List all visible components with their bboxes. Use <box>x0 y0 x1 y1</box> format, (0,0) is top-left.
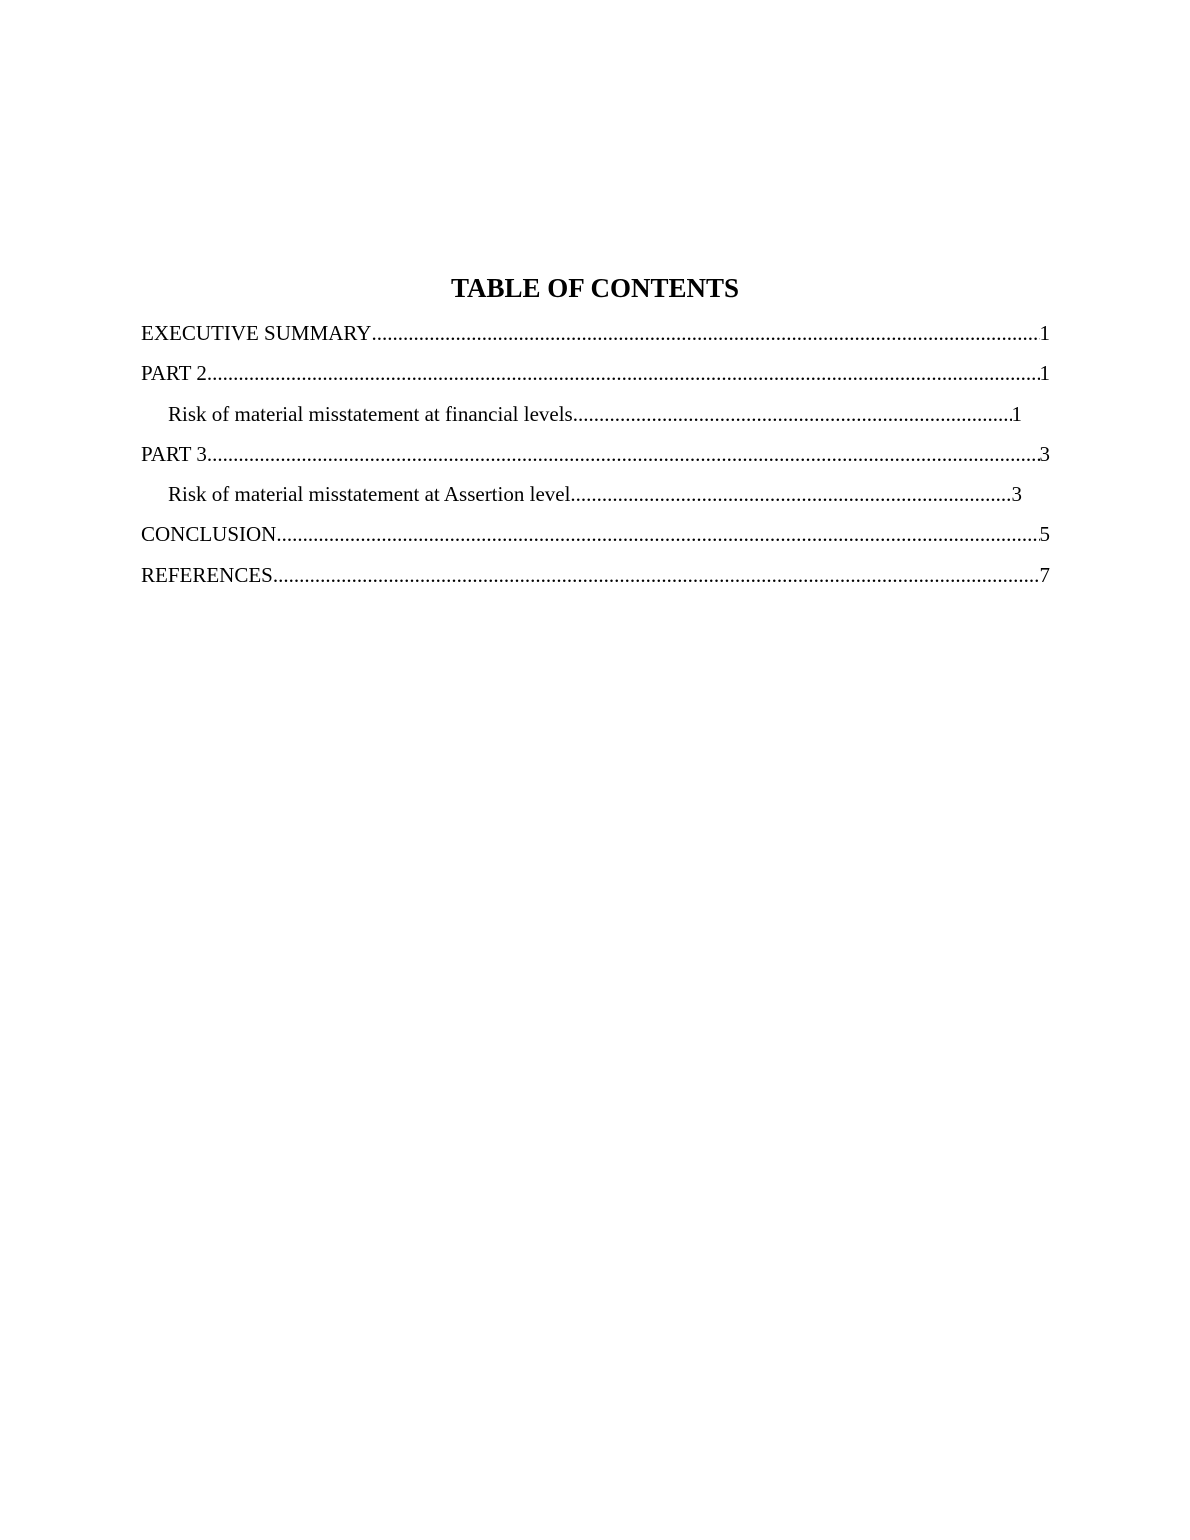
toc-entry-page: 3 <box>1039 441 1050 466</box>
toc-dot-leader <box>207 439 1040 469</box>
toc-entry-risk-financial-levels[interactable] <box>168 399 1022 439</box>
toc-entry-page: 7 <box>1039 562 1050 587</box>
toc-entry-page: 1 <box>1039 321 1050 345</box>
toc-dot-leader <box>573 399 1012 429</box>
toc-entry-label: Risk of material misstatement at Assertion level <box>168 482 571 507</box>
toc-dot-leader <box>570 479 1011 509</box>
toc-entry-part-3[interactable] <box>141 439 1050 479</box>
toc-entry-page: 3 <box>1011 482 1022 507</box>
toc-entry-label: PART 3 <box>141 441 207 466</box>
toc-entry-page: 1 <box>1039 361 1050 386</box>
toc-entry-risk-assertion-level[interactable] <box>168 479 1022 519</box>
toc-entry-conclusion[interactable] <box>141 519 1050 559</box>
toc-entry-label: EXECUTIVE SUMMARY <box>141 321 372 345</box>
toc-entry-label: PART 2 <box>141 361 207 386</box>
toc-entry-page: 1 <box>1011 401 1022 426</box>
toc-entry-label: CONCLUSION <box>141 522 277 547</box>
toc-dot-leader <box>207 358 1040 388</box>
toc-dot-leader <box>371 318 1039 348</box>
toc-dot-leader <box>273 560 1040 590</box>
toc-entry-label: Risk of material misstatement at financial levels <box>168 401 573 426</box>
toc-list <box>141 318 1050 600</box>
toc-entry-executive-summary[interactable] <box>141 318 1050 358</box>
toc-entry-part-2[interactable] <box>141 358 1050 398</box>
toc-entry-references[interactable] <box>141 560 1050 600</box>
toc-dot-leader <box>276 519 1039 549</box>
toc-title: TABLE OF CONTENTS <box>450 273 740 303</box>
toc-entry-label: REFERENCES <box>141 562 273 587</box>
toc-entry-page: 5 <box>1039 522 1050 547</box>
